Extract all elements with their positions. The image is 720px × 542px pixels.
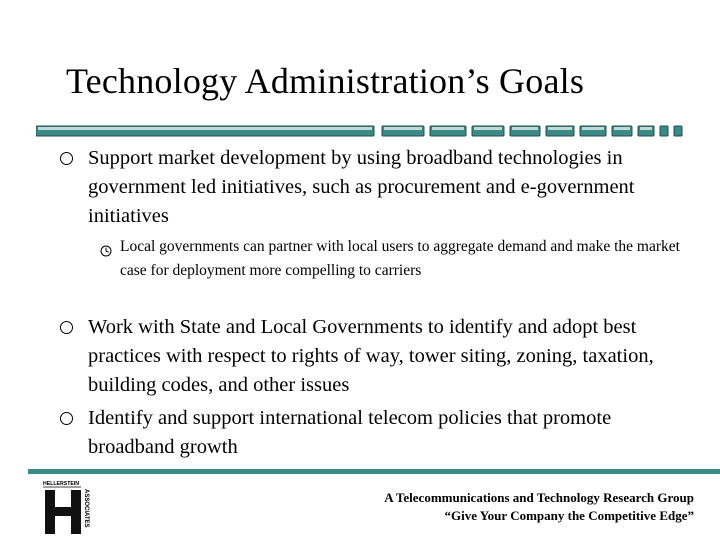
bullet-text: Support market development by using broadband technologies in government led initiatives, such as procurement and e-government initiatives (88, 147, 635, 227)
logo-text-top: HELLERSTEIN (43, 481, 80, 487)
bullet-text: Identify and support international telecom policies that promote broadband growth (88, 407, 612, 458)
bullet-item (88, 404, 688, 462)
bullet-text: Work with State and Local Governments to identify and adopt best practices with respect to rights of way, tower siting, zoning, taxation, building codes, and other issues (88, 316, 654, 396)
sub-bullet-item (120, 235, 680, 283)
slide-title: Technology Administration’s Goals (66, 61, 585, 101)
circle-bullet-icon (60, 412, 73, 425)
footer-line-1: A Telecommunications and Technology Research Group (384, 490, 694, 505)
circle-bullet-icon (60, 321, 73, 334)
sub-bullet-text: Local governments can partner with local users to aggregate demand and make the market case for deployment more compelling to carriers (120, 238, 680, 279)
clock-bullet-icon (100, 241, 112, 253)
logo-text-side: ASSOCIATES (83, 489, 89, 528)
circle-bullet-icon (60, 152, 73, 165)
footer-line-2: “Give Your Company the Competitive Edge” (444, 508, 694, 523)
footer-caption (384, 489, 694, 525)
bullet-item (88, 313, 688, 400)
footer-divider (28, 469, 720, 474)
hellerstein-logo (41, 479, 97, 537)
bullet-item (88, 144, 688, 231)
